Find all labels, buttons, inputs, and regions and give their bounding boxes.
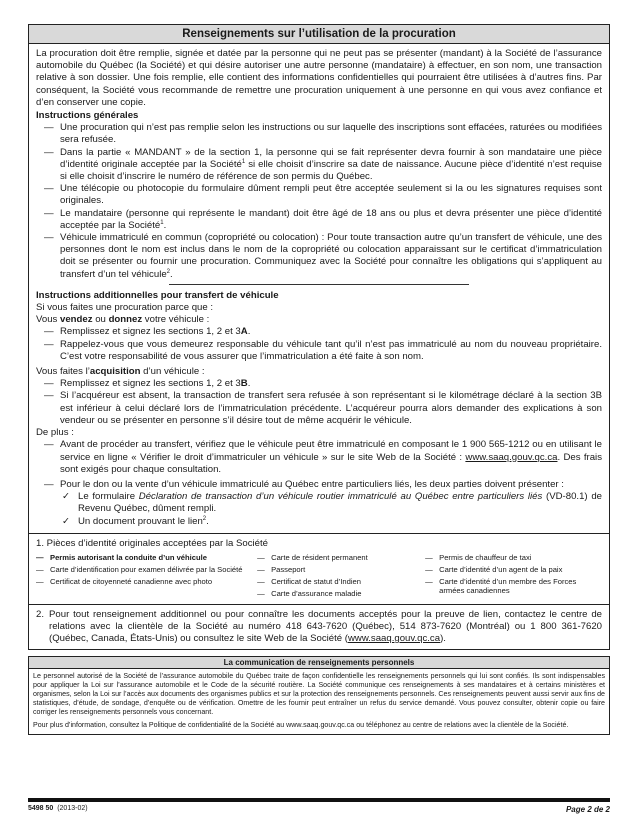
saaq-link[interactable]: www.saaq.gouv.qc.ca	[347, 633, 441, 645]
list-item: — Certificat de statut d’Indien	[257, 576, 362, 586]
general-heading: Instructions générales	[36, 110, 139, 122]
list-item: — Permis de chauffeur de taxi	[425, 552, 532, 562]
intro-paragraph: La procuration doit être remplie, signée et datée par la personne qui ne peut pas se présenter (mandant) à la Société de l’assurance automobile du Québec (la Société) et qui désire autoriser une autre personne (mandataire) à effectuer, en son nom, une transaction relative à son dossier. Une fois remplie, elle contient des informations confidentielles qui pourraient être utilisées à d’autres fins. Par conséquent, la Société vous recommande de remettre une procuration uniquement à une personne en qui vous avez confiance et d’en conserver une copie.	[36, 48, 602, 108]
list-item: — Carte d’assurance maladie	[257, 588, 362, 598]
more-list	[36, 439, 602, 491]
id-columns	[36, 553, 602, 601]
list-item: — Dans la partie « MANDANT » de la section 1, la personne qui se fait représenter devra fournir à son mandataire une pièce d’identité originale acceptée par la Société$^1$ si elle choisit d’inscrire sa date de naissance. Aucune pièce d’identité n’est requise si elle choisit d’inscrire le numéro de référence de son permis du Québec.	[44, 146, 602, 183]
instructions-body	[29, 44, 609, 533]
list-item: — Remplissez et signez les sections 1, 2 et 3B.	[44, 378, 251, 390]
related-parties-list	[36, 491, 602, 528]
saaq-link[interactable]: www.saaq.gouv.qc.ca	[465, 451, 558, 463]
list-item: — Le mandataire (personne qui représente le mandant) doit être âgé de 18 ans ou plus et devra présenter une pièce d’identité acceptée par la Société$^1$.	[44, 207, 602, 231]
id-column-1	[36, 553, 257, 601]
list-item: — Carte d’identité d’un membre des Forces armées canadiennes	[425, 576, 577, 596]
list-item: — Une télécopie ou photocopie du formulaire dûment rempli peut être acceptée seulement si la ou les signatures requises sont originales.	[44, 183, 602, 207]
list-item: ✓ Le formulaire Déclaration de transaction d’un véhicule routier immatriculé au Québec entre particuliers liés (VD-80.1) de Revenu Québec, dûment rempli.	[62, 491, 602, 515]
list-item: — Si l’acquéreur est absent, la transaction de transfert sera refusée à son représentant si le kilométrage déclaré à la section 3B est inférieur à celui déclaré lors de l’immatriculation précédente. L’acquéreur pourra alors demander des explications à son vendeur ou se présenter en personne s’il désire tout de même acquérir le véhicule.	[44, 390, 602, 426]
general-list	[36, 122, 602, 281]
acquisition-heading: Vous faites l’acquisition d’un véhicule :	[36, 366, 205, 378]
list-item: ✓ Un document prouvant le lien$^2$.	[62, 515, 209, 527]
id-column-2	[257, 553, 425, 601]
footer-rule	[28, 798, 610, 802]
footnote-ref: 2	[166, 268, 170, 275]
page-number: Page 2 de 2	[565, 805, 610, 814]
footnote-ref: 1	[160, 219, 164, 226]
section-2-number: 2.	[36, 608, 45, 620]
check-icon: ✓	[62, 491, 71, 503]
list-item: — Une procuration qui n’est pas remplie selon les instructions ou sur laquelle des inscriptions sont effacées, raturées ou modifiées sera refusée.	[44, 122, 602, 146]
divider	[169, 284, 469, 285]
list-item: — Carte d’identification pour examen délivrée par la Société	[36, 564, 243, 574]
section-1-title: 1. Pièces d’identité originales acceptées par la Société	[36, 537, 268, 549]
privacy-body	[29, 669, 609, 734]
list-item: — Véhicule immatriculé en commun (copropriété ou colocation) : Pour toute transaction autre qu’un transfert de véhicule, une des personnes dont le nom est inclus dans le nom de la copropriété ou colocation apparaissant sur le certificat d’immatriculation doit se présenter ou fournir une procuration. Communiquez avec la Société pour connaître les obligations qui s’appliquent au transfert d’un tel véhicule$^2$.	[44, 232, 602, 280]
list-item: — Rappelez-vous que vous demeurez responsable du véhicule tant qu’il n’est pas immatriculé au nom du nouveau propriétaire. C’est votre responsabilité de vous assurer que l’immatriculation a été faite à son nom.	[44, 338, 602, 362]
form-code: 5498 50 (2013-02)	[28, 805, 88, 812]
additional-intro: Si vous faites une procuration parce que :	[36, 302, 214, 314]
check-icon: ✓	[62, 515, 71, 527]
list-item: — Carte d’identité d’un agent de la paix	[425, 564, 563, 574]
section-1-id-documents	[28, 534, 610, 605]
list-item: — Pour le don ou la vente d’un véhicule immatriculé au Québec entre particuliers liés, les deux parties doivent présenter :	[44, 478, 564, 490]
privacy-paragraph: Le personnel autorisé de la Société de l’assurance automobile du Québec traite de façon confidentielle les renseignements personnels qui lui sont confiés. Ils sont indispensables pour appliquer la Loi sur l’assurance automobile et le Code de la sécurité routière. La Société communique ces renseignements à ses mandataires et à certains ministères et organismes, selon la Loi sur l’accès aux documents des organismes publics et sur la protection des renseignements personnels. Ces renseignements peuvent aussi servir aux fins de statistiques, d’étude, de sondage, d’enquête ou de vérification. Omettre de les fournir peut entraîner un refus du service demandé. Vous pouvez consulter, obtenir copie ou faire corriger les renseignements personnels vous concernant.	[33, 672, 605, 717]
section-2-contact	[28, 605, 610, 651]
acquisition-list	[36, 378, 602, 427]
footnote-ref: 2	[202, 515, 207, 522]
list-item: — Certificat de citoyenneté canadienne avec photo	[36, 576, 213, 586]
privacy-title: La communication de renseignements personnels	[29, 657, 609, 669]
form-page	[28, 24, 610, 735]
additional-heading: Instructions additionnelles pour transfert de véhicule	[36, 289, 279, 301]
page-title: Renseignements sur l’utilisation de la procuration	[29, 25, 609, 44]
footnote-ref: 1	[241, 158, 246, 165]
section-2-text: 2. Pour tout renseignement additionnel ou pour connaître les documents acceptés pour la preuve de lien, contactez le centre de relations avec la clientèle de la Société au numéro 418 643-7620 (Québec), 514 873-7620 (Montréal) ou 1 800 361-7620 (Québec, Canada, États-Unis) ou consultez le site Web de la Société (www.saaq.gouv.qc.ca).	[36, 608, 602, 645]
instructions-frame	[28, 24, 610, 534]
list-item: — Carte de résident permanent	[257, 552, 368, 562]
privacy-paragraph: Pour plus d’information, consultez la Politique de confidentialité de la Société au www.saaq.gouv.qc.ca ou téléphonez au centre de relations avec la clientèle de la Société.	[33, 721, 569, 730]
id-column-3	[425, 553, 602, 601]
list-item: — Avant de procéder au transfert, vérifiez que le véhicule peut être immatriculé en composant le 1 900 565-1212 ou en utilisant le service en ligne « Vérifier le droit d’immatriculer un véhicule » sur le site Web de la Société : www.saaq.gouv.qc.ca. Des frais sont exigés pour chaque consultation.	[44, 439, 602, 475]
list-item: — Permis autorisant la conduite d’un véhicule	[36, 552, 207, 562]
sell-heading: Vous vendez ou donnez votre véhicule :	[36, 314, 210, 326]
list-item: — Remplissez et signez les sections 1, 2 et 3A.	[44, 326, 251, 338]
sell-list	[36, 326, 602, 363]
page-footer	[28, 805, 610, 814]
privacy-notice	[28, 656, 610, 735]
list-item: — Passeport	[257, 564, 306, 574]
more-heading: De plus :	[36, 427, 74, 439]
